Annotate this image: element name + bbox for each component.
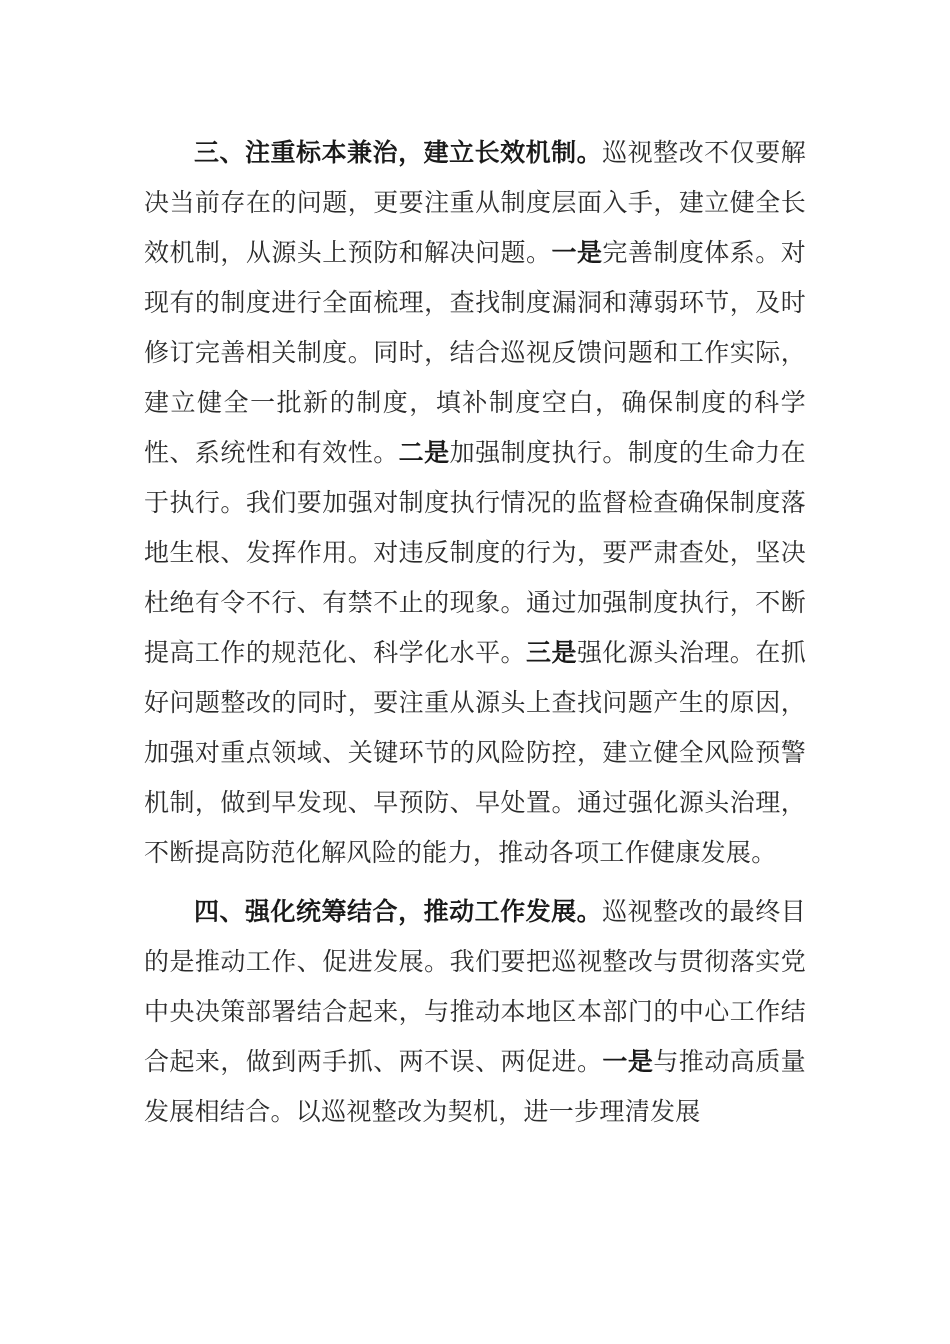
section-four-point-one-label: 一是 [602, 1047, 654, 1076]
section-four-point-one-text: 与推动高质量发展相结合。以巡视整改为契机，进一步理清发展 [144, 1047, 806, 1126]
point-one-label: 一是 [551, 238, 603, 267]
section-four-heading: 四、强化统筹结合，推动工作发展。 [194, 897, 603, 926]
point-one-text: 完善制度体系。对现有的制度进行全面梳理，查找制度漏洞和薄弱环节，及时修订完善相关制度。同时，结合巡视反馈问题和工作实际，建立健全一批新的制度，填补制度空白，确保制度的科学性、系统性和有效性。 [144, 238, 806, 467]
point-three-text: 强化源头治理。在抓好问题整改的同时，要注重从源头上查找问题产生的原因，加强对重点领域、关键环节的风险防控，建立健全风险预警机制，做到早发现、早预防、早处置。通过强化源头治理，不断提高防范化解风险的能力，推动各项工作健康发展。 [144, 638, 806, 867]
paragraph-section-three [144, 128, 806, 878]
point-three-label: 三是 [526, 638, 577, 667]
point-two-label: 二是 [398, 438, 450, 467]
section-four-intro: 巡视整改的最终目的是推动工作、促进发展。我们要把巡视整改与贯彻落实党中央决策部署结合起来，与推动本地区本部门的中心工作结合起来，做到两手抓、两不误、两促进。 [144, 897, 806, 1076]
section-three-intro: 巡视整改不仅要解决当前存在的问题，更要注重从制度层面入手，建立健全长效机制，从源头上预防和解决问题。 [144, 138, 806, 267]
point-two-text: 加强制度执行。制度的生命力在于执行。我们要加强对制度执行情况的监督检查确保制度落地生根、发挥作用。对违反制度的行为，要严肃查处，坚决杜绝有令不行、有禁不止的现象。通过加强制度执行，不断提高工作的规范化、科学化水平。 [144, 438, 806, 667]
document-page [144, 128, 806, 1137]
paragraph-section-four [144, 887, 806, 1137]
section-three-heading: 三、注重标本兼治，建立长效机制。 [194, 138, 603, 167]
